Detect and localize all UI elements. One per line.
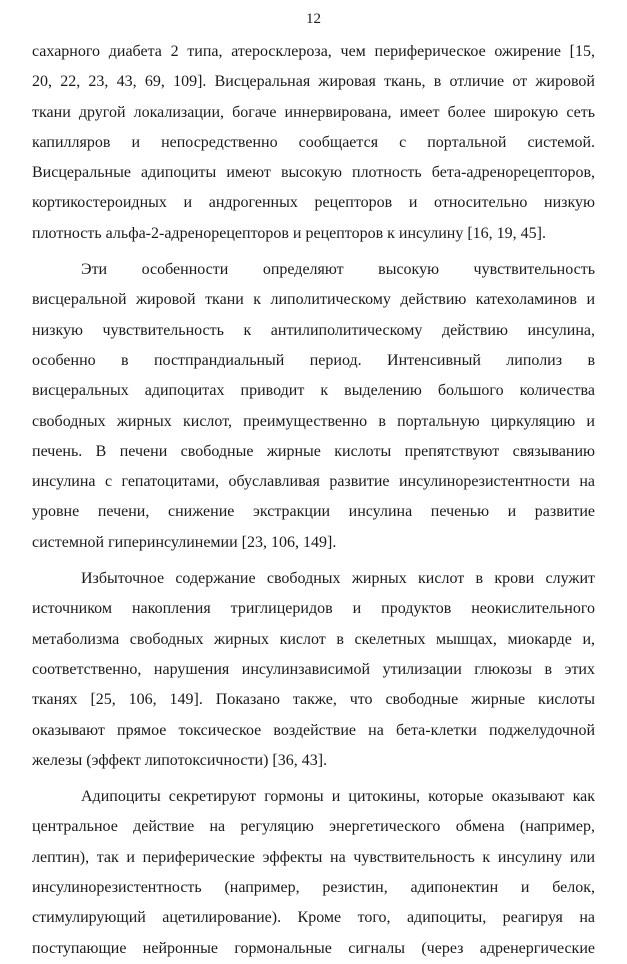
text-line: соответственно, нарушения инсулинзависимой утилизации глюкозы в этих bbox=[32, 660, 595, 678]
text-line: капилляров и непосредственно сообщается с портальной системой. bbox=[32, 133, 595, 151]
text-line: уровне печени, снижение экстракции инсулина печенью и развитие bbox=[32, 503, 595, 521]
text-line: сахарного диабета 2 типа, атеросклероза, чем периферическое ожирение [15, bbox=[32, 43, 595, 60]
text-line: системной гиперинсулинемии [23, 106, 149]. bbox=[32, 533, 337, 551]
text-line: источником накопления триглицеридов и продуктов неокислительного bbox=[32, 600, 595, 618]
text-line: инсулина с гепатоцитами, обуславливая развитие инсулинорезистентности на bbox=[32, 473, 595, 491]
text-line: метаболизма свободных жирных кислот в скелетных мышцах, миокарде и, bbox=[32, 630, 595, 648]
text-line: поступающие нейронные гормональные сигналы (через адренергические bbox=[32, 939, 595, 957]
paragraph-4 bbox=[32, 782, 595, 964]
text-line: Эти особенности определяют высокую чувствительность bbox=[81, 261, 595, 279]
text-line: висцеральных адипоцитах приводит к выделению большого количества bbox=[32, 382, 595, 400]
text-line: 20, 22, 23, 43, 69, 109]. Висцеральная жировая ткань, в отличие от жировой bbox=[32, 73, 595, 91]
text-line: центральное действие на регуляцию энергетического обмена (например, bbox=[32, 818, 595, 836]
text-line: печень. В печени свободные жирные кислоты препятствуют связыванию bbox=[32, 442, 595, 460]
text-line: тканях [25, 106, 149]. Показано также, что свободные жирные кислоты bbox=[32, 691, 595, 709]
text-line: стимулирующий ацетилирование). Кроме того, адипоциты, реагируя на bbox=[32, 909, 595, 927]
page-number: 12 bbox=[306, 11, 321, 27]
text-line: плотность альфа-2-адренорецепторов и рецепторов к инсулину [16, 19, 45]. bbox=[32, 224, 546, 242]
text-line: висцеральной жировой ткани к липолитическому действию катехоламинов и bbox=[32, 291, 595, 309]
text-line: инсулинорезистентность (например, резистин, адипонектин и белок, bbox=[32, 879, 595, 897]
text-line: низкую чувствительность к антилиполитическому действию инсулина, bbox=[32, 321, 595, 339]
text-line: Адипоциты секретируют гормоны и цитокины, которые оказывают как bbox=[81, 788, 595, 806]
text-line: кортикостероидных и андрогенных рецепторов и относительно низкую bbox=[32, 194, 595, 212]
paragraph-2 bbox=[32, 255, 595, 558]
paragraph-1 bbox=[32, 37, 595, 249]
text-line: свободных жирных кислот, преимущественно в портальную циркуляцию и bbox=[32, 412, 595, 430]
body-text bbox=[32, 37, 595, 964]
text-line: Избыточное содержание свободных жирных кислот в крови служит bbox=[81, 570, 595, 588]
text-line: Висцеральные адипоциты имеют высокую плотность бета-адренорецепторов, bbox=[32, 164, 595, 182]
paragraph-3 bbox=[32, 564, 595, 776]
text-line: ткани другой локализации, богаче иннервирована, имеет более широкую сеть bbox=[32, 103, 595, 121]
text-line: особенно в постпрандиальный период. Интенсивный липолиз в bbox=[32, 351, 595, 369]
text-line: лептин), так и периферические эффекты на чувствительность к инсулину или bbox=[32, 848, 595, 866]
text-line: оказывают прямое токсическое воздействие на бета-клетки поджелудочной bbox=[32, 721, 595, 739]
text-line: железы (эффект липотоксичности) [36, 43]. bbox=[32, 751, 328, 769]
